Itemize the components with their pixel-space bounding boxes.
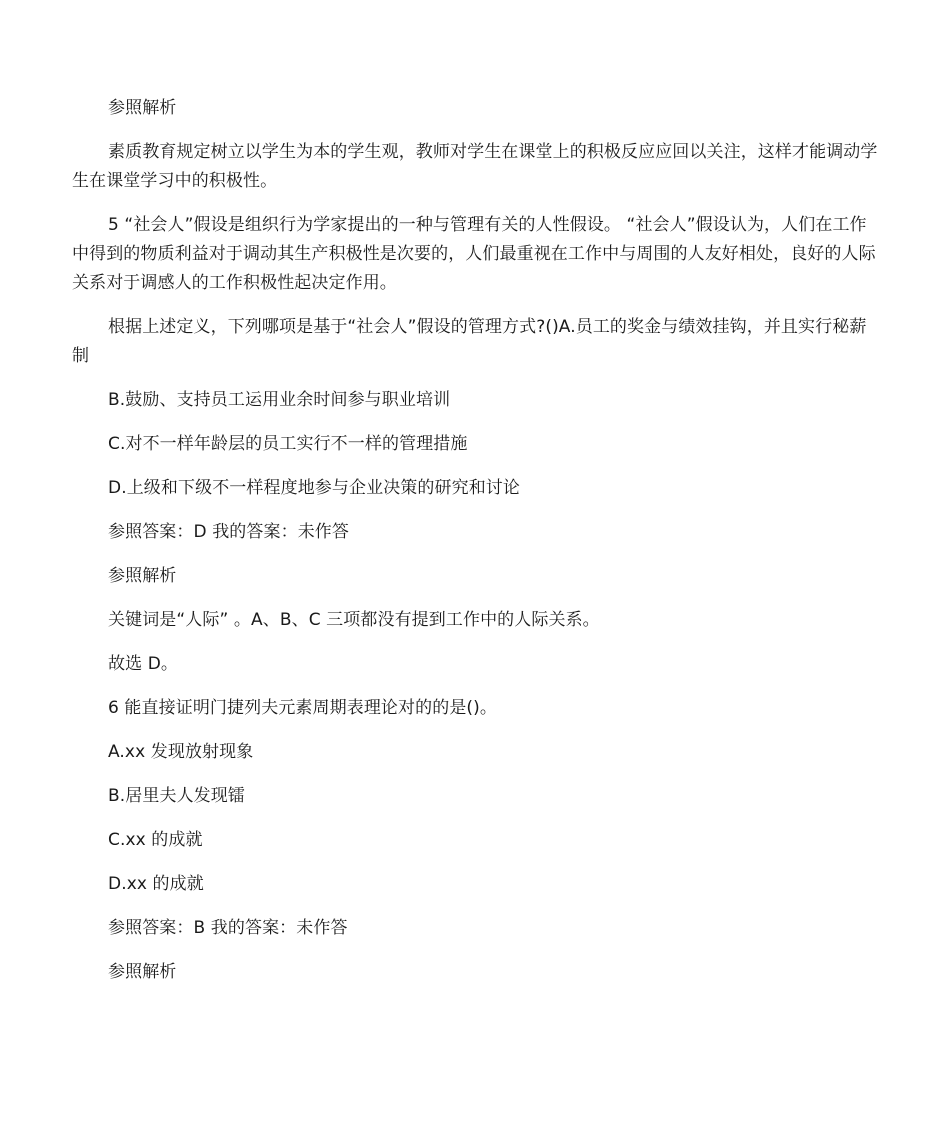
document-body xyxy=(72,94,878,987)
conclusion-text: 故选 D。 xyxy=(108,654,178,674)
analysis-heading: 参照解析 xyxy=(108,566,177,586)
option-a: A.xx 发现放射现象 xyxy=(108,742,254,762)
analysis-text: 关键词是“人际” 。A、B、C 三项都没有提到工作中的人际关系。 xyxy=(108,610,600,630)
option-b: B.居里夫人发现镭 xyxy=(108,786,245,806)
option-c: C.xx 的成就 xyxy=(108,830,203,850)
answer-line: 参照答案：B 我的答案：未作答 xyxy=(108,918,348,938)
question-5-stem: 根据上述定义，下列哪项是基于“社会人”假设的管理方式?()A.员工的奖金与绩效挂钩，并且实行秘薪制 xyxy=(72,317,867,366)
question-6-stem: 6 能直接证明门捷列夫元素周期表理论对的的是()。 xyxy=(108,698,497,718)
analysis-text: 素质教育规定树立以学生为本的学生观，教师对学生在课堂上的积极反应应回以关注，这样才能调动学生在课堂学习中的积极性。 xyxy=(72,142,878,191)
question-5-definition: 5 “社会人”假设是组织行为学家提出的一种与管理有关的人性假设。 “社会人”假设认为，人们在工作中得到的物质利益对于调动其生产积极性是次要的，人们最重视在工作中与周围的人友好相处，良好的人际关系对于调感人的工作积极性起决定作用。 xyxy=(72,215,876,293)
analysis-heading: 参照解析 xyxy=(108,98,177,118)
option-c: C.对不一样年龄层的员工实行不一样的管理措施 xyxy=(108,434,468,454)
analysis-heading: 参照解析 xyxy=(108,962,177,982)
answer-line: 参照答案：D 我的答案：未作答 xyxy=(108,522,349,542)
option-d: D.xx 的成就 xyxy=(108,874,204,894)
option-d: D.上级和下级不一样程度地参与企业决策的研究和讨论 xyxy=(108,478,520,498)
option-b: B.鼓励、支持员工运用业余时间参与职业培训 xyxy=(108,390,451,410)
